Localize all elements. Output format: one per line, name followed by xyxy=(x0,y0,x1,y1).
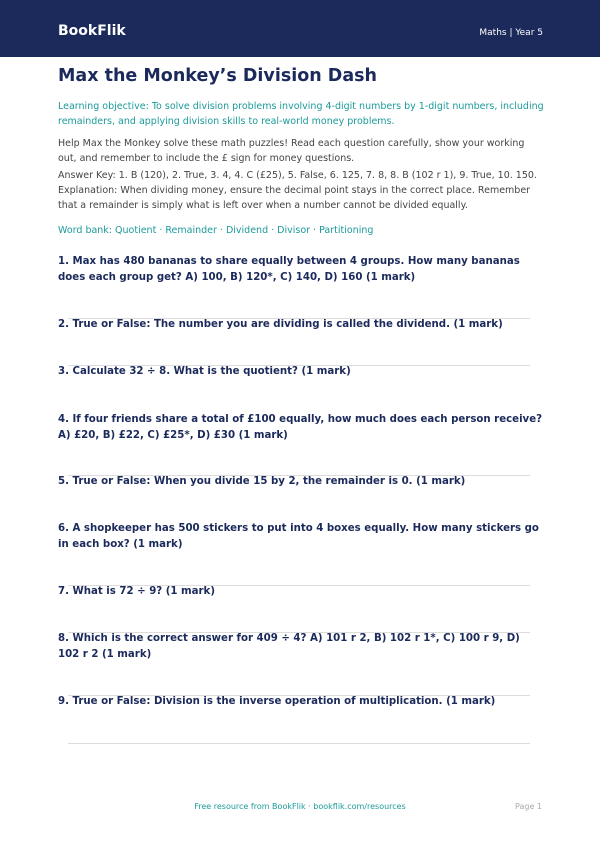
question-6: 6. A shopkeeper has 500 stickers to put into 4 boxes equally. How many stickers go in each box? (1 mark) xyxy=(58,523,539,550)
question-8: 8. Which is the correct answer for 409 ÷ 4? A) 101 r 2, B) 102 r 1*, C) 100 r 9, D) 102 r 2 (1 mark) xyxy=(58,633,520,660)
footer-source: Free resource from BookFlik · bookflik.com/resources xyxy=(194,802,406,811)
question-2: 2. True or False: The number you are dividing is called the dividend. (1 mark) xyxy=(58,319,503,330)
answer-key: Answer Key: 1. B (120), 2. True, 3. 4, 4. C (£25), 5. False, 6. 125, 7. 8, 8. B (102 r 1), 9. True, 10. 150. Explanation: When dividing money, ensure the decimal point stays in the correct place. Remember that a remainder is simply what is left over when a number cannot be divided equally. xyxy=(58,170,537,211)
brand-logo: BookFlik xyxy=(58,23,126,39)
learning-objective: Learning objective: To solve division problems involving 4-digit numbers by 1-digit numbers, including remainders, and applying division skills to real-world money problems. xyxy=(58,101,544,127)
question-4: 4. If four friends share a total of £100 equally, how much does each person receive? A) £20, B) £22, C) £25*, D) £30 (1 mark) xyxy=(58,414,543,441)
page-header xyxy=(0,0,600,57)
question-1: 1. Max has 480 bananas to share equally between 4 groups. How many bananas does each group get? A) 100, B) 120*, C) 140, D) 160 (1 mark) xyxy=(58,256,520,283)
answer-line-9 xyxy=(68,743,530,744)
question-3: 3. Calculate 32 ÷ 8. What is the quotient? (1 mark) xyxy=(58,366,351,377)
question-7: 7. What is 72 ÷ 9? (1 mark) xyxy=(58,586,215,597)
question-9: 9. True or False: Division is the inverse operation of multiplication. (1 mark) xyxy=(58,696,496,707)
subject-label: Maths | Year 5 xyxy=(479,28,543,38)
question-5: 5. True or False: When you divide 15 by 2, the remainder is 0. (1 mark) xyxy=(58,476,466,487)
intro-text: Help Max the Monkey solve these math puzzles! Read each question carefully, show your working out, and remember to include the £ sign for money questions. xyxy=(58,138,525,164)
page-title: Max the Monkey’s Division Dash xyxy=(58,66,378,86)
word-bank: Word bank: Quotient · Remainder · Dividend · Divisor · Partitioning xyxy=(58,225,374,236)
page-number: Page 1 xyxy=(515,802,542,811)
